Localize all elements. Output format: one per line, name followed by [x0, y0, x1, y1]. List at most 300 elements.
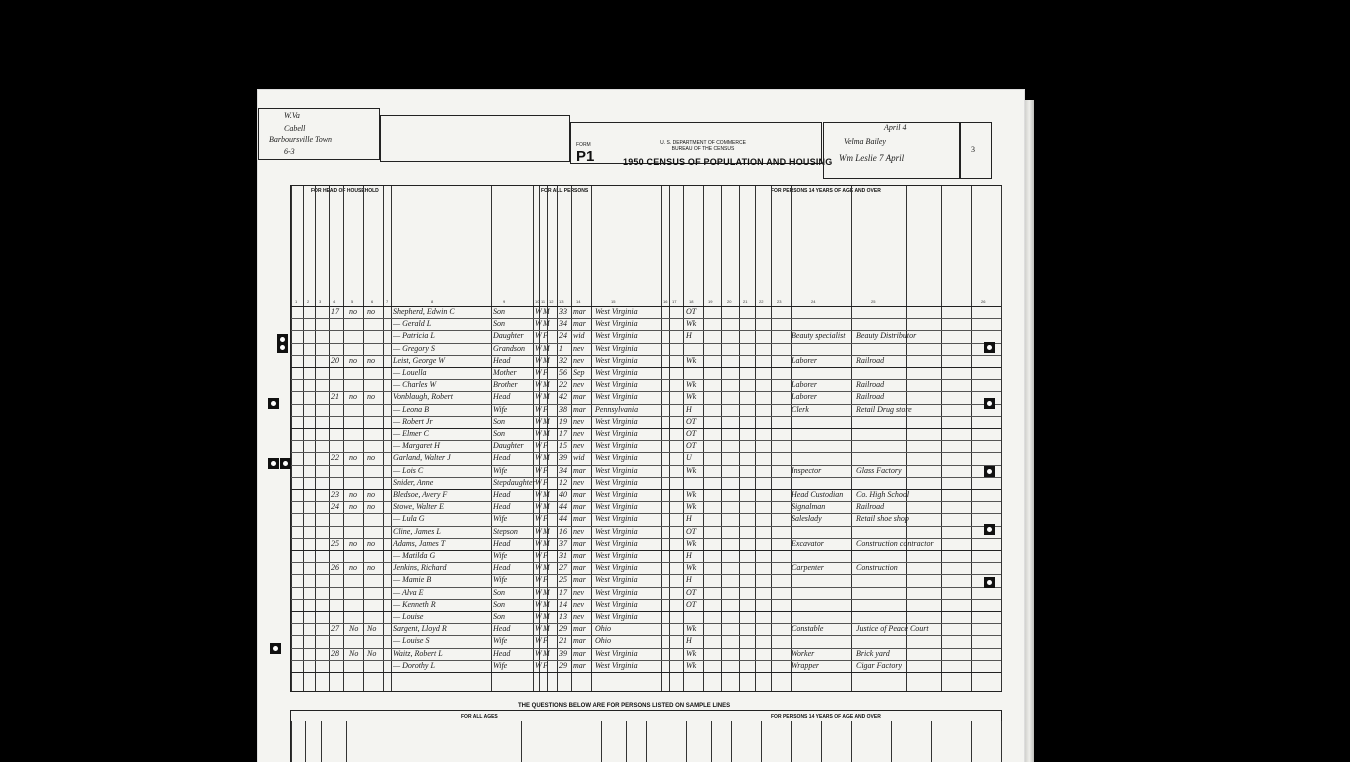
table-row — [291, 489, 1001, 501]
cell-marital: wid — [573, 331, 585, 341]
cell-relation: Wife — [493, 551, 508, 560]
cell-name: — Louise S — [393, 636, 430, 646]
sample-line-marker — [277, 342, 288, 353]
cell-birthplace: West Virginia — [595, 490, 638, 499]
cell-birthplace: West Virginia — [595, 538, 638, 548]
table-row — [291, 623, 1001, 635]
table-row — [291, 404, 1001, 416]
cell-sex: M — [543, 307, 550, 316]
cell-marital: mar — [573, 502, 586, 512]
column-number: 2 — [307, 299, 310, 304]
cell-marital: mar — [573, 636, 586, 646]
cell-marital: mar — [573, 490, 586, 499]
cell-industry: Railroad — [856, 392, 885, 402]
cell-race: W — [535, 429, 542, 438]
table-row — [291, 550, 1001, 562]
cell-age: 22 — [559, 380, 567, 390]
cell-marital: mar — [573, 563, 586, 573]
cell-farm: no — [349, 502, 357, 512]
cell-sex: M — [543, 319, 550, 329]
cell-birthplace: West Virginia — [595, 307, 638, 316]
cell-name: — Mamie B — [393, 575, 432, 585]
cell-age: 21 — [559, 636, 567, 646]
cell-dwelling: 20 — [331, 355, 339, 365]
sample-line-marker — [984, 398, 995, 409]
cell-marital: mar — [573, 465, 586, 475]
cell-activity: Wk — [686, 380, 697, 390]
cell-relation: Head — [493, 453, 511, 463]
sample-column-rule — [346, 721, 347, 762]
cell-industry: Railroad — [856, 502, 885, 512]
cell-birthplace: West Virginia — [595, 563, 638, 573]
cell-industry: Retail shoe shop — [856, 514, 909, 524]
cell-race: W — [535, 465, 542, 475]
cell-occupation: Constable — [791, 624, 824, 634]
cell-name: Leist, George W — [393, 355, 445, 365]
cell-sex: M — [543, 343, 550, 353]
cell-relation: Head — [493, 648, 511, 658]
cell-industry: Railroad — [856, 380, 885, 390]
cell-marital: nev — [573, 587, 585, 597]
cell-race: W — [535, 587, 542, 597]
sample-line-marker — [984, 466, 995, 477]
census-table — [290, 185, 1002, 692]
cell-relation: Wife — [493, 660, 508, 670]
cell-sex: F — [543, 575, 548, 585]
cell-industry: Brick yard — [856, 648, 890, 658]
cell-name: Jenkins, Richard — [393, 563, 447, 573]
table-row — [291, 343, 1001, 355]
cell-name: Adams, James T — [393, 538, 446, 548]
column-number: 22 — [759, 299, 764, 304]
cell-dwelling: 25 — [331, 538, 339, 548]
sample-line-marker — [984, 577, 995, 588]
column-number: 11 — [541, 299, 546, 304]
cell-age: 16 — [559, 526, 567, 536]
census-sheet — [258, 90, 1024, 762]
cell-activity: Wk — [686, 624, 697, 634]
cell-marital: nev — [573, 477, 585, 487]
cell-acres: no — [367, 490, 375, 499]
row-rule — [291, 672, 1001, 673]
cell-age: 34 — [559, 319, 567, 329]
cell-activity: Wk — [686, 319, 697, 329]
cell-birthplace: West Virginia — [595, 429, 638, 438]
cell-age: 39 — [559, 648, 567, 658]
sample-line-marker — [984, 342, 995, 353]
cell-industry: Co. High School — [856, 490, 910, 499]
cell-race: W — [535, 648, 542, 658]
cell-sex: M — [543, 490, 550, 499]
cell-race: W — [535, 453, 542, 463]
table-column-rule — [1001, 186, 1002, 691]
cell-relation: Wife — [493, 404, 508, 414]
sample-column-rule — [305, 721, 306, 762]
cell-name: — Matilda G — [393, 551, 436, 560]
column-number: 23 — [777, 299, 782, 304]
cell-dwelling: 26 — [331, 563, 339, 573]
table-row — [291, 452, 1001, 464]
cell-marital: mar — [573, 319, 586, 329]
cell-relation: Head — [493, 624, 511, 634]
cell-birthplace: West Virginia — [595, 441, 638, 451]
cell-activity: Wk — [686, 538, 697, 548]
cell-birthplace: West Virginia — [595, 368, 638, 377]
cell-relation: Son — [493, 319, 505, 329]
cell-activity: Wk — [686, 355, 697, 365]
census-title: 1950 CENSUS OF POPULATION AND HOUSING — [623, 157, 833, 167]
sample-lines-title: THE QUESTIONS BELOW ARE FOR PERSONS LISTED ON SAMPLE LINES — [518, 703, 731, 709]
cell-acres: no — [367, 538, 375, 548]
cell-relation: Daughter — [493, 441, 524, 451]
column-number: 19 — [708, 299, 713, 304]
cell-marital: nev — [573, 526, 585, 536]
cell-name: — Lois C — [393, 465, 424, 475]
cell-activity: Wk — [686, 490, 697, 499]
cell-marital: mar — [573, 392, 586, 402]
cell-birthplace: West Virginia — [595, 465, 638, 475]
cell-activity: H — [686, 636, 692, 646]
cell-age: 34 — [559, 465, 567, 475]
cell-marital: mar — [573, 538, 586, 548]
cell-race: W — [535, 502, 542, 512]
sample-column-rule — [931, 721, 932, 762]
table-row — [291, 355, 1001, 367]
cell-occupation: Carpenter — [791, 563, 824, 573]
column-number: 9 — [503, 299, 506, 304]
sample-table — [290, 710, 1002, 762]
cell-age: 42 — [559, 392, 567, 402]
sample-column-rule — [791, 721, 792, 762]
cell-birthplace: West Virginia — [595, 355, 638, 365]
cell-activity: Wk — [686, 563, 697, 573]
sample-line-marker — [270, 643, 281, 654]
cell-sex: M — [543, 538, 550, 548]
head-of-household-header: FOR HEAD OF HOUSEHOLD — [311, 188, 379, 194]
cell-occupation: Laborer — [791, 392, 817, 402]
cell-race: W — [535, 441, 542, 451]
cell-sex: F — [543, 514, 548, 524]
column-number: 15 — [611, 299, 616, 304]
table-row — [291, 330, 1001, 342]
sample-column-rule — [521, 721, 522, 762]
cell-name: — Leona B — [393, 404, 429, 414]
cell-relation: Stepson — [493, 526, 518, 536]
cell-relation: Stepdaughter — [493, 477, 536, 487]
cell-occupation: Signalman — [791, 502, 826, 512]
sample-column-rule — [646, 721, 647, 762]
address-box — [380, 115, 570, 162]
cell-race: W — [535, 307, 542, 316]
cell-birthplace: West Virginia — [595, 526, 638, 536]
cell-sex: M — [543, 380, 550, 390]
sample-column-rule — [851, 721, 852, 762]
cell-race: W — [535, 599, 542, 609]
cell-marital: nev — [573, 416, 585, 426]
column-number: 1 — [295, 299, 298, 304]
cell-sex: M — [543, 453, 550, 463]
cell-age: 13 — [559, 612, 567, 621]
cell-age: 32 — [559, 355, 567, 365]
cell-age: 33 — [559, 307, 567, 316]
cell-activity: Wk — [686, 465, 697, 475]
cell-birthplace: West Virginia — [595, 575, 638, 585]
cell-occupation: Excavator — [791, 538, 824, 548]
cell-farm: no — [349, 453, 357, 463]
cell-occupation: Beauty specialist — [791, 331, 846, 341]
column-number: 21 — [743, 299, 748, 304]
cell-dwelling: 23 — [331, 490, 339, 499]
cell-activity: OT — [686, 429, 697, 438]
column-number: 6 — [371, 299, 374, 304]
cell-dwelling: 27 — [331, 624, 339, 634]
cell-acres: No — [367, 624, 377, 634]
cell-relation: Wife — [493, 636, 508, 646]
column-number: 14 — [576, 299, 581, 304]
cell-birthplace: West Virginia — [595, 648, 638, 658]
cell-name: Bledsoe, Avery F — [393, 490, 448, 499]
cell-marital: mar — [573, 624, 586, 634]
cell-activity: OT — [686, 441, 697, 451]
cell-marital: nev — [573, 441, 585, 451]
cell-activity: OT — [686, 599, 697, 609]
cell-name: Shepherd, Edwin C — [393, 307, 455, 316]
ed-value: 6-3 — [284, 147, 295, 156]
cell-farm: no — [349, 307, 357, 316]
cell-name: — Elmer C — [393, 429, 429, 438]
cell-marital: mar — [573, 551, 586, 560]
cell-occupation: Clerk — [791, 404, 809, 414]
cell-birthplace: West Virginia — [595, 599, 638, 609]
cell-sex: F — [543, 465, 548, 475]
enumerator-signature: Wm Leslie 7 April — [839, 153, 905, 163]
cell-name: Garland, Walter J — [393, 453, 451, 463]
cell-age: 31 — [559, 551, 567, 560]
cell-sex: F — [543, 551, 548, 560]
cell-age: 17 — [559, 587, 567, 597]
cell-activity: OT — [686, 526, 697, 536]
table-row — [291, 587, 1001, 599]
cell-occupation: Wrapper — [791, 660, 819, 670]
cell-name: — Margaret H — [393, 441, 440, 451]
cell-age: 56 — [559, 368, 567, 377]
cell-acres: no — [367, 563, 375, 573]
cell-occupation: Worker — [791, 648, 815, 658]
cell-relation: Grandson — [493, 343, 526, 353]
column-number: 12 — [549, 299, 554, 304]
cell-race: W — [535, 477, 542, 487]
cell-name: — Alva E — [393, 587, 424, 597]
sample-column-rule — [711, 721, 712, 762]
table-row — [291, 526, 1001, 538]
cell-farm: No — [349, 648, 359, 658]
sample-line-marker — [268, 458, 279, 469]
cell-age: 27 — [559, 563, 567, 573]
cell-birthplace: Ohio — [595, 624, 611, 634]
cell-birthplace: West Virginia — [595, 514, 638, 524]
cell-relation: Wife — [493, 514, 508, 524]
column-number: 3 — [319, 299, 322, 304]
cell-sex: M — [543, 502, 550, 512]
cell-name: Cline, James L — [393, 526, 441, 536]
table-row — [291, 538, 1001, 550]
cell-birthplace: West Virginia — [595, 660, 638, 670]
cell-race: W — [535, 392, 542, 402]
cell-activity: Wk — [686, 648, 697, 658]
column-number: 20 — [727, 299, 732, 304]
cell-race: W — [535, 380, 542, 390]
column-number: 16 — [663, 299, 668, 304]
cell-activity: H — [686, 404, 692, 414]
cell-acres: no — [367, 392, 375, 402]
table-row — [291, 416, 1001, 428]
column-number: 7 — [386, 299, 389, 304]
table-row — [291, 367, 1001, 379]
cell-sex: M — [543, 587, 550, 597]
all-persons-header: FOR ALL PERSONS — [541, 188, 589, 194]
cell-name: — Patricia L — [393, 331, 435, 341]
cell-sex: M — [543, 648, 550, 658]
cell-sex: F — [543, 441, 548, 451]
cell-marital: mar — [573, 660, 586, 670]
cell-occupation: Laborer — [791, 355, 817, 365]
cell-age: 29 — [559, 624, 567, 634]
cell-age: 44 — [559, 514, 567, 524]
cell-relation: Head — [493, 355, 511, 365]
cell-occupation: Head Custodian — [791, 490, 844, 499]
cell-relation: Wife — [493, 465, 508, 475]
cell-sex: M — [543, 599, 550, 609]
column-number: 5 — [351, 299, 354, 304]
cell-dwelling: 22 — [331, 453, 339, 463]
cell-birthplace: Ohio — [595, 636, 611, 646]
cell-age: 37 — [559, 538, 567, 548]
cell-race: W — [535, 624, 542, 634]
cell-sex: M — [543, 429, 550, 438]
cell-race: W — [535, 416, 542, 426]
cell-age: 25 — [559, 575, 567, 585]
cell-birthplace: West Virginia — [595, 477, 638, 487]
table-row — [291, 391, 1001, 403]
sample-column-rule — [761, 721, 762, 762]
cell-marital: nev — [573, 599, 585, 609]
table-row — [291, 599, 1001, 611]
cell-relation: Head — [493, 490, 511, 499]
cell-race: W — [535, 404, 542, 414]
column-number: 26 — [981, 299, 986, 304]
cell-activity: H — [686, 514, 692, 524]
column-number: 17 — [672, 299, 677, 304]
cell-name: — Dorothy L — [393, 660, 435, 670]
cell-age: 40 — [559, 490, 567, 499]
cell-occupation: Inspector — [791, 465, 822, 475]
persons14-header: FOR PERSONS 14 YEARS OF AGE AND OVER — [771, 188, 881, 194]
cell-sex: F — [543, 636, 548, 646]
cell-name: — Gregory S — [393, 343, 435, 353]
table-row — [291, 611, 1001, 623]
cell-name: — Charles W — [393, 380, 437, 390]
cell-race: W — [535, 636, 542, 646]
cell-sex: M — [543, 563, 550, 573]
table-row — [291, 562, 1001, 574]
cell-relation: Head — [493, 502, 511, 512]
cell-industry: Glass Factory — [856, 465, 902, 475]
table-row — [291, 660, 1001, 672]
enumerator-box — [823, 122, 960, 179]
sample-column-rule — [321, 721, 322, 762]
form-id: FORM P1 — [576, 142, 595, 165]
place-value: Barboursville Town — [269, 135, 333, 144]
cell-occupation: Saleslady — [791, 514, 822, 524]
sample-column-rule — [821, 721, 822, 762]
cell-race: W — [535, 331, 542, 341]
cell-race: W — [535, 490, 542, 499]
cell-industry: Cigar Factory — [856, 660, 902, 670]
cell-birthplace: West Virginia — [595, 319, 638, 329]
cell-name: — Louise — [393, 612, 424, 621]
cell-marital: nev — [573, 429, 585, 438]
cell-dwelling: 28 — [331, 648, 339, 658]
sample-column-rule — [626, 721, 627, 762]
cell-occupation: Laborer — [791, 380, 817, 390]
column-number: 8 — [431, 299, 434, 304]
for-all-ages-header: FOR ALL AGES — [461, 714, 498, 720]
table-row — [291, 501, 1001, 513]
cell-dwelling: 17 — [331, 307, 339, 316]
bottom-persons14-header: FOR PERSONS 14 YEARS OF AGE AND OVER — [771, 714, 881, 720]
cell-relation: Mother — [493, 368, 517, 377]
cell-relation: Son — [493, 429, 505, 438]
cell-relation: Daughter — [493, 331, 524, 341]
cell-age: 1 — [559, 343, 563, 353]
cell-dwelling: 24 — [331, 502, 339, 512]
cell-activity: H — [686, 575, 692, 585]
cell-farm: no — [349, 563, 357, 573]
sample-column-rule — [971, 721, 972, 762]
column-number: 10 — [535, 299, 540, 304]
cell-acres: No — [367, 648, 377, 658]
cell-sex: M — [543, 526, 550, 536]
cell-race: W — [535, 612, 542, 621]
cell-activity: Wk — [686, 392, 697, 402]
cell-farm: no — [349, 355, 357, 365]
cell-marital: nev — [573, 343, 585, 353]
enumerator-name: Velma Bailey — [844, 137, 886, 146]
column-number: 24 — [811, 299, 816, 304]
cell-age: 24 — [559, 331, 567, 341]
cell-birthplace: West Virginia — [595, 453, 638, 463]
cell-age: 15 — [559, 441, 567, 451]
cell-birthplace: West Virginia — [595, 392, 638, 402]
cell-acres: no — [367, 502, 375, 512]
cell-marital: nev — [573, 380, 585, 390]
cell-industry: Construction contractor — [856, 538, 934, 548]
cell-activity: U — [686, 453, 692, 463]
sample-column-rule — [686, 721, 687, 762]
cell-marital: nev — [573, 355, 585, 365]
cell-race: W — [535, 319, 542, 329]
cell-acres: no — [367, 355, 375, 365]
cell-race: W — [535, 355, 542, 365]
cell-race: W — [535, 660, 542, 670]
cell-name: Stowe, Walter E — [393, 502, 445, 512]
cell-relation: Son — [493, 307, 505, 316]
cell-sex: M — [543, 612, 550, 621]
cell-marital: nev — [573, 612, 585, 621]
column-number: 25 — [871, 299, 876, 304]
cell-marital: wid — [573, 453, 585, 463]
sample-column-rule — [1001, 721, 1002, 762]
